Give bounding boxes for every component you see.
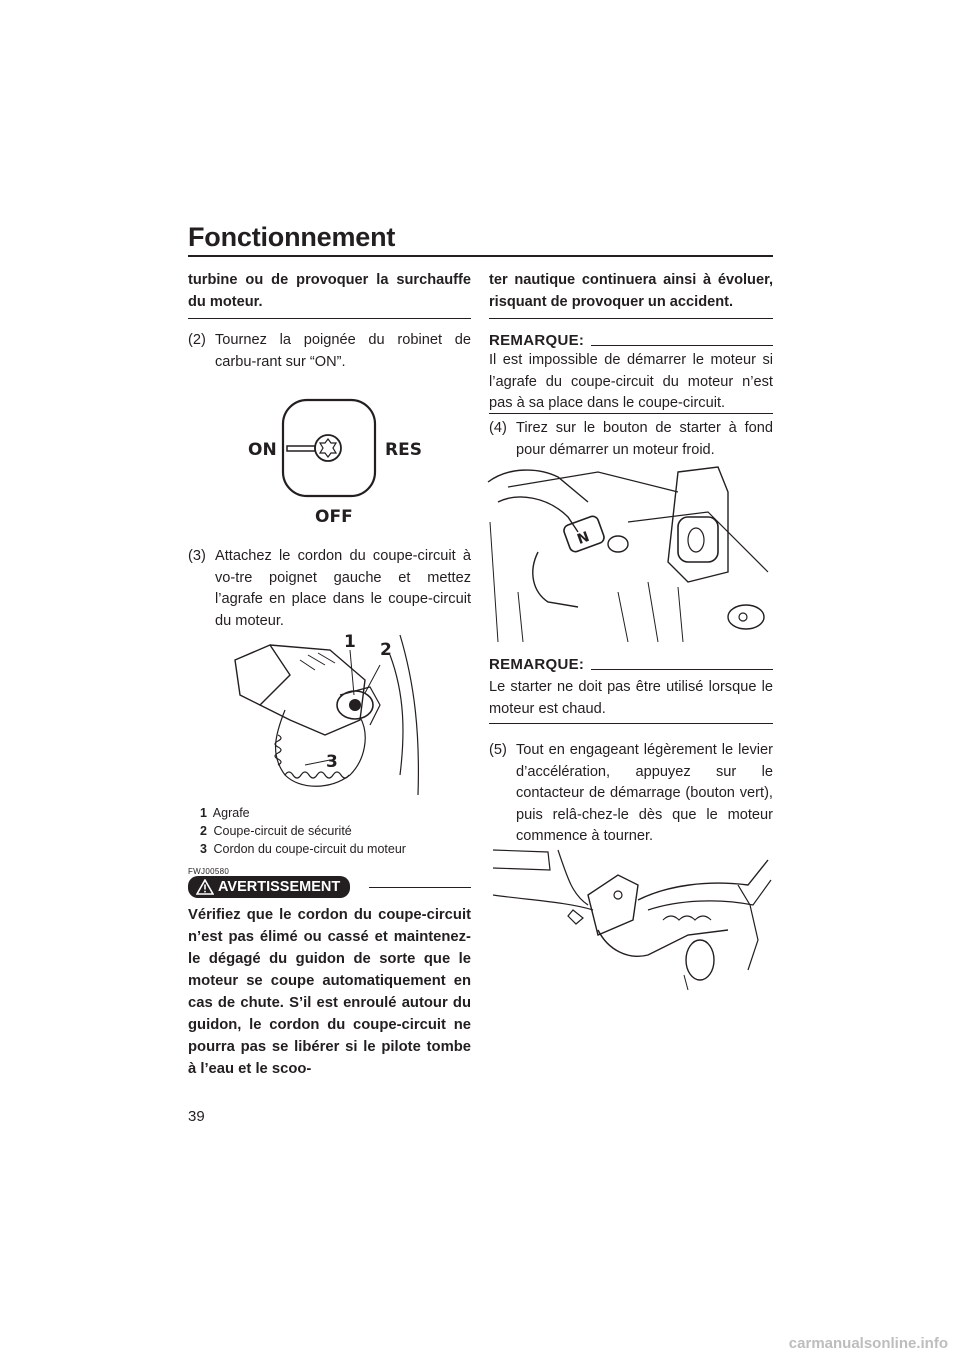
figure-legend: [200, 804, 470, 858]
step-5: [489, 740, 773, 848]
footer-watermark: carmanualsonline.info: [788, 1335, 948, 1352]
page-title: Fonctionnement: [188, 222, 396, 252]
warning-continuation-right: ter nautique continuera ainsi à évoluer, risquant de provoquer un accident.: [489, 272, 773, 310]
step-2-text: Tournez la poignée du robinet de carbu-rant sur “ON”.: [215, 332, 471, 370]
step-3: [188, 546, 471, 632]
warning-end-rule: [188, 318, 471, 319]
note-1-end-rule: [489, 413, 773, 414]
callout-1: 1: [344, 632, 356, 652]
warning-final-rule: [489, 318, 773, 319]
choke-knob-illustration: [478, 462, 778, 644]
note-1-text: Il est impossible de démarrer le moteur si l’agrafe du coupe-circuit du moteur n’est pas à sa place dans le coupe-circuit.: [489, 352, 773, 412]
callout-3: 3: [326, 752, 338, 772]
step-3-text: Attachez le cordon du coupe-circuit à vo-tre poignet gauche et mettez l’agrafe en place dans le coupe-circuit du moteur.: [215, 548, 471, 629]
note-2-end-rule: [489, 723, 773, 724]
note-1-heading: REMARQUE:: [489, 332, 585, 349]
warning-text: Vérifiez que le cordon du coupe-circuit n’est pas élimé ou cassé et maintenez-le dégagé du guidon de sorte que le moteur se coupe automatiquement en cas de chute. S’il est enroulé autour du guidon, le cordon du coupe-circuit ne pourra pas se libérer si le pilote tombe à l’eau et le scoo-: [188, 907, 471, 1077]
lanyard-illustration: [230, 625, 435, 803]
warning-continuation: turbine ou de provoquer la surchauffe du moteur.: [188, 272, 471, 310]
callout-2: 2: [380, 640, 392, 660]
step-4: [489, 418, 773, 461]
fuel-cock-res-label: RES: [385, 440, 422, 460]
warning-header-rule: [369, 887, 471, 888]
step-4-number: (4): [489, 420, 507, 436]
legend-item: 1 Agrafe: [200, 806, 250, 820]
warning-code: FWJ00580: [188, 867, 230, 876]
page-number: 39: [188, 1108, 205, 1125]
legend-item: 2 Coupe-circuit de sécurité: [200, 824, 352, 838]
start-button-illustration: [488, 840, 778, 990]
note-2-heading-rule: [591, 669, 773, 670]
step-2-number: (2): [188, 332, 206, 348]
fuel-cock-illustration: [245, 395, 425, 530]
step-5-text: Tout en engageant légèrement le levier d’accélération, appuyez sur le contacteur de démarrage (bouton vert), puis relâ-chez-le dès que le moteur commence à tourner.: [516, 742, 773, 845]
step-5-number: (5): [489, 742, 507, 758]
step-3-number: (3): [188, 548, 206, 564]
header-rule: [188, 255, 773, 257]
svg-text:N: N: [575, 528, 592, 549]
fuel-cock-on-label: ON: [248, 440, 277, 460]
legend-item: 3 Cordon du coupe-circuit du moteur: [200, 842, 406, 856]
note-1-heading-rule: [591, 345, 773, 346]
step-4-text: Tirez sur le bouton de starter à fond pour démarrer un moteur froid.: [516, 420, 773, 458]
warning-label: AVERTISSEMENT: [218, 879, 341, 895]
step-2: [188, 330, 471, 373]
warning-badge: [188, 876, 350, 898]
warning-triangle-icon: [196, 879, 214, 895]
fuel-cock-off-label: OFF: [315, 507, 353, 527]
note-2-text: Le starter ne doit pas être utilisé lorsque le moteur est chaud.: [489, 679, 773, 717]
note-2-heading: REMARQUE:: [489, 656, 585, 673]
